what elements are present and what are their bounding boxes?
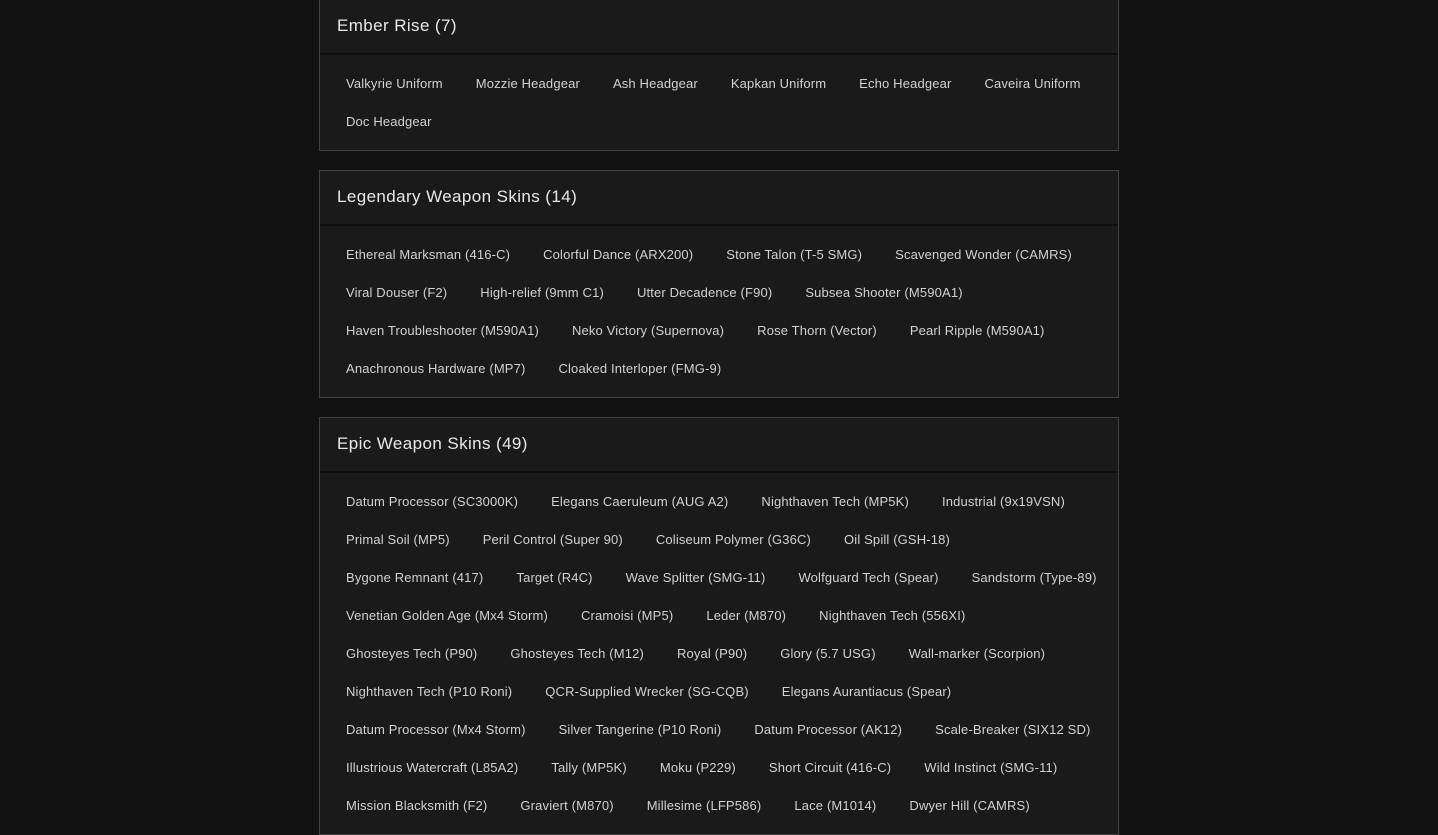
section-panel <box>319 417 1119 835</box>
sections-container <box>319 0 1119 835</box>
item-link[interactable]: Ethereal Marksman (416-C) <box>346 247 511 262</box>
section-header: Legendary Weapon Skins (14) <box>320 171 1118 226</box>
section-items <box>320 55 1118 150</box>
section-header: Ember Rise (7) <box>320 0 1118 55</box>
item-link[interactable]: Datum Processor (Mx4 Storm) <box>346 722 526 737</box>
item-link[interactable]: Lace (M1014) <box>794 798 877 813</box>
skins-page <box>319 0 1119 835</box>
item-link[interactable]: Elegans Aurantiacus (Spear) <box>781 684 952 699</box>
section-panel <box>319 170 1119 398</box>
item-link[interactable]: Pearl Ripple (M590A1) <box>909 323 1045 338</box>
item-link[interactable]: QCR-Supplied Wrecker (SG-CQB) <box>545 684 749 699</box>
item-link[interactable]: Graviert (M870) <box>520 798 614 813</box>
item-link[interactable]: Tally (MP5K) <box>551 760 627 775</box>
item-link[interactable]: Mozzie Headgear <box>475 76 580 91</box>
item-link[interactable]: Venetian Golden Age (Mx4 Storm) <box>346 608 548 623</box>
item-link[interactable]: Elegans Caeruleum (AUG A2) <box>551 494 729 509</box>
item-link[interactable]: Datum Processor (AK12) <box>754 722 903 737</box>
section-items <box>320 226 1118 397</box>
item-link[interactable]: Ash Headgear <box>612 76 698 91</box>
item-link[interactable]: Peril Control (Super 90) <box>482 532 623 547</box>
item-link[interactable]: Wave Splitter (SMG-11) <box>625 570 766 585</box>
item-link[interactable]: Nighthaven Tech (556XI) <box>819 608 966 623</box>
item-link[interactable]: Anachronous Hardware (MP7) <box>346 361 526 376</box>
item-link[interactable]: High-relief (9mm C1) <box>480 285 604 300</box>
item-link[interactable]: Scavenged Wonder (CAMRS) <box>895 247 1072 262</box>
section-items <box>320 473 1118 834</box>
item-link[interactable]: Glory (5.7 USG) <box>780 646 876 661</box>
item-link[interactable]: Cloaked Interloper (FMG-9) <box>558 361 722 376</box>
item-link[interactable]: Cramoisi (MP5) <box>580 608 674 623</box>
item-link[interactable]: Illustrious Watercraft (L85A2) <box>346 760 519 775</box>
item-link[interactable]: Bygone Remnant (417) <box>346 570 484 585</box>
section-panel <box>319 0 1119 151</box>
item-link[interactable]: Datum Processor (SC3000K) <box>346 494 519 509</box>
item-link[interactable]: Wall-marker (Scorpion) <box>908 646 1046 661</box>
item-link[interactable]: Scale-Breaker (SIX12 SD) <box>935 722 1091 737</box>
item-link[interactable]: Kapkan Uniform <box>730 76 827 91</box>
item-link[interactable]: Haven Troubleshooter (M590A1) <box>346 323 539 338</box>
item-link[interactable]: Utter Decadence (F90) <box>636 285 773 300</box>
item-link[interactable]: Nighthaven Tech (MP5K) <box>761 494 909 509</box>
item-link[interactable]: Ghosteyes Tech (M12) <box>510 646 644 661</box>
item-link[interactable]: Industrial (9x19VSN) <box>941 494 1065 509</box>
item-link[interactable]: Coliseum Polymer (G36C) <box>655 532 812 547</box>
item-link[interactable]: Dwyer Hill (CAMRS) <box>909 798 1030 813</box>
item-link[interactable]: Rose Thorn (Vector) <box>757 323 877 338</box>
section-header: Epic Weapon Skins (49) <box>320 418 1118 473</box>
item-link[interactable]: Oil Spill (GSH-18) <box>844 532 951 547</box>
item-link[interactable]: Royal (P90) <box>676 646 748 661</box>
item-link[interactable]: Silver Tangerine (P10 Roni) <box>558 722 722 737</box>
item-link[interactable]: Ghosteyes Tech (P90) <box>346 646 478 661</box>
item-link[interactable]: Nighthaven Tech (P10 Roni) <box>346 684 513 699</box>
item-link[interactable]: Stone Talon (T-5 SMG) <box>726 247 863 262</box>
item-link[interactable]: Primal Soil (MP5) <box>346 532 450 547</box>
item-link[interactable]: Wolfguard Tech (Spear) <box>798 570 939 585</box>
item-link[interactable]: Mission Blacksmith (F2) <box>346 798 488 813</box>
item-link[interactable]: Caveira Uniform <box>984 76 1081 91</box>
item-link[interactable]: Subsea Shooter (M590A1) <box>805 285 963 300</box>
item-link[interactable]: Viral Douser (F2) <box>346 285 448 300</box>
item-link[interactable]: Moku (P229) <box>659 760 736 775</box>
item-link[interactable]: Target (R4C) <box>516 570 593 585</box>
item-link[interactable]: Wild Instinct (SMG-11) <box>924 760 1058 775</box>
item-link[interactable]: Short Circuit (416-C) <box>768 760 892 775</box>
item-link[interactable]: Colorful Dance (ARX200) <box>543 247 694 262</box>
item-link[interactable]: Doc Headgear <box>346 114 432 129</box>
item-link[interactable]: Millesime (LFP586) <box>646 798 762 813</box>
item-link[interactable]: Neko Victory (Supernova) <box>571 323 725 338</box>
item-link[interactable]: Valkyrie Uniform <box>346 76 443 91</box>
item-link[interactable]: Sandstorm (Type-89) <box>971 570 1097 585</box>
item-link[interactable]: Leder (M870) <box>706 608 787 623</box>
item-link[interactable]: Echo Headgear <box>859 76 952 91</box>
